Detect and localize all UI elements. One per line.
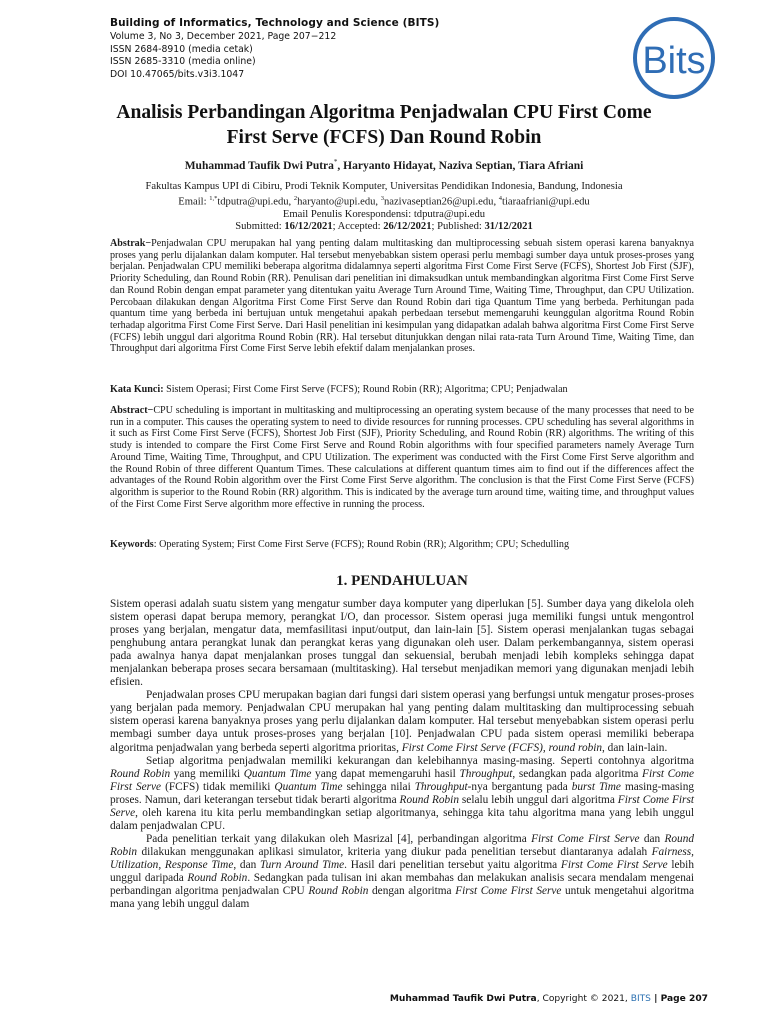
email-label: Email: — [178, 196, 210, 208]
paragraph-2: Penjadwalan proses CPU merupakan bagian dari fungsi dari sistem operasi yang berfungsi untuk mengatur proses-proses yang berjalan pada memory. Penjadwalan CPU merupakan hal yang penting dalam multitasking dan multiprocessing sebuah sistem operasi karena banyaknya proses yang perlu dijalankan dalam komputer. Hal tersebut menyebabkan sistem operasi perlu membagi sumber daya untuk proses-proses yang berjalan [10]. Penjadwalan CPU pada sistem operasi memiliki beberapa algoritma penjadwalan yang berbeda seperti algoritma prioritas, First Come First Serve (FCFS), round robin, dan lain-lain. — [110, 689, 694, 754]
published-label: ; Published: — [431, 221, 485, 233]
email-sup-3: 3 — [380, 195, 384, 203]
issn-online: ISSN 2685-3310 (media online) — [110, 56, 256, 68]
paragraph-1: Sistem operasi adalah suatu sistem yang mengatur sumber daya komputer yang diperlukan [5]. Sumber daya yang dikelola oleh sistem operasi dapat berupa memory, perangkat I/O, dan processor. Sistem operasi juga memiliki fungsi untuk mengontrol proses yang berjalan, mengatur data, memfasilitasi input/output, dan lain-lain [5]. Sistem operasi menjalankan tugas sebagai penghubung antara perangkat lunak dan perangkat keras yang digunakan oleh user. Dalam perkembangannya, sistem operasi pada awalnya hanya dapat menjalankan proses tunggal dan sekuensial, berubah menjadi lebih kompleks sehingga dapat menjalankan beberapa proses secara bersamaan (multitasking). Hal tersebut menjadikan memori yang digunakan menjadi lebih efisien. — [110, 598, 694, 689]
email-2[interactable]: haryanto@upi.edu, — [297, 196, 381, 208]
journal-volume: Volume 3, No 3, December 2021, Page 207−212 — [110, 31, 337, 42]
kata-kunci-label: Kata Kunci: — [110, 384, 167, 395]
email-4[interactable]: tiaraafriani@upi.edu — [502, 196, 590, 208]
paragraph-3: Setiap algoritma penjadwalan memiliki kekurangan dan kelebihannya masing-masing. Seperti contohnya algoritma Round Robin yang memiliki Quantum Time yang dapat memengaruhi hasil Throughput, sedangkan pada algoritma First Come First Serve (FCFS) tidak memiliki Quantum Time sehingga nilai Throughput-nya bergantung pada burst Time masing-masing proses. Namun, dari keterangan tersebut tidak berarti algoritma Round Robin selalu lebih unggul dari algoritma First Come First Serve, oleh karena itu kita perlu membandingkan setiap algoritmanya, sehingga kita tahu algoritma mana yang lebih unggul dalam penjadwalan CPU. — [110, 754, 695, 832]
affiliation — [90, 181, 678, 234]
section-heading-pendahuluan: 1. PENDAHULUAN — [336, 573, 468, 589]
other-authors: , Haryanto Hidayat, Naziva Septian, Tiara Afriani — [337, 159, 584, 172]
correspondence-email: Email Penulis Korespondensi: tdputra@upi.edu — [282, 209, 486, 221]
kata-kunci-text: Sistem Operasi; First Come First Serve (FCFS); Round Robin (RR); Algoritma; CPU; Penjadwalan — [166, 384, 568, 395]
keywords-text: : Operating System; First Come First Serve (FCFS); Round Robin (RR); Algorithm; CPU; Schedulling — [153, 539, 570, 550]
page-footer — [300, 994, 708, 1004]
paragraph-4: Pada penelitian terkait yang dilakukan oleh Masrizal [4], perbandingan algoritma First Come First Serve dan Round Robin dilakukan menggunakan aplikasi simulator, kriteria yang diukur pada penelitian tersebut diantaranya adalah Fairness, Utilization, Response Time, dan Turn Around Time. Hasil dari penelitian tersebut yaitu algoritma First Come First Serve lebih unggul daripada Round Robin. Sedangkan pada tulisan ini akan membahas dan melakukan analisis secara mendalam mengenai perbandingan algoritma penjadwalan CPU Round Robin dengan algoritma First Come First Serve untuk mengetahui algoritma mana yang lebih unggul dalam — [110, 832, 694, 911]
email-sup-4: 4 — [498, 195, 502, 203]
footer-author: Muhammad Taufik Dwi Putra — [389, 994, 537, 1004]
paper-title: Analisis Perbandingan Algoritma Penjadwalan CPU First Come First Serve (FCFS) Dan Round Robin — [116, 102, 652, 148]
keywords-label: Keywords — [110, 539, 154, 550]
corresponding-mark: * — [333, 158, 338, 166]
submitted-date: 16/12/2021 — [284, 221, 333, 233]
email-3[interactable]: nazivaseptian26@upi.edu, — [383, 196, 499, 208]
journal-name: Building of Informatics, Technology and Science (BITS) — [110, 17, 440, 29]
abstract-label: Abstract− — [110, 405, 154, 416]
keywords — [110, 539, 694, 551]
accepted-label: ; Accepted: — [332, 221, 384, 233]
doi: DOI 10.47065/bits.v3i3.1047 — [110, 68, 245, 80]
author-list — [90, 158, 678, 172]
email-line — [90, 193, 678, 209]
accepted-date: 26/12/2021 — [383, 221, 432, 233]
abstrak-text: Penjadwalan CPU merupakan hal yang penting dalam multitasking dan multiprocessing sebuah sistem operasi karena banyaknya proses yang perlu dijalankan dalam komputer. Hal tersebut menyebabkan sistem operasi perlu membagi sumber daya untuk proses-proses yang berjalan. Penjadwalan CPU memiliki beberapa algoritma didalamnya seperti algoritma First Come First Serve (FCFS), Shortest Job First (SJF), Priority Scheduling, dan Round Robin (RR). Penulisan dari penelitian ini dimaksudkan untuk membandingkan algoritma First Come First Serve dan Round Robin dengan empat parameter yang ditentukan yaitu Average Turn Around Time, Waiting Time, Throughput, dan CPU Utilization. Percobaan dilakukan dengan Algoritma First Come First Serve dan Round Robin dari tiga Quantum Time yang berbeda. Perhitungan pada quantum time yang berbeda ini bertujuan untuk mengetahui apakah perbedaan tersebut memengaruhi keunggulan algoritma Round Robin terhadap algoritma First Come First Serve. Dari Hasil penelitian ini kesimpulan yang didapatkan adalah bahwa algoritma First Come First Serve (FCFS) lebih unggul dari algoritma Round Robin (RR). Hal tersebut ditunjukkan dengan nilai rata-rata Turn Around Time, Waiting Time, dan Throughput dari algoritma First Come First Serve lebih efektif dalam menjalankan proses. — [110, 238, 694, 355]
footer-page-number: | Page 207 — [650, 994, 708, 1004]
kata-kunci — [110, 384, 694, 396]
email-1[interactable]: tdputra@upi.edu, — [217, 196, 294, 208]
abstract-text: CPU scheduling is important in multitasking and multiprocessing an operating system because of the many processes that need to be run in a computer. This causes the operating system to need to divide resources for running processes. CPU scheduling has several algorithms in it such as First Come First Serve (FCFS), Shortest Job First (SJF), Priority Scheduling, and Round Robin (RR) algorithms. The writing of this study is intended to compare the First Come First Serve and Round Robin algorithms with four specified parameters namely Average Turn Around Time, Waiting Time, Throughput, and CPU Utilization. The experiment was conducted with the First Come First Serve algorithm and the Round Robin of three different Quantum Times. These calculations at different quantum times aim to find out if the differences affect the advantages of the Round Robin algorithm over the First Come First Serve algorithm. The conclusion is that the First Come First Serve (FCFS) algorithm is superior to the Round Robin (RR) algorithm. This is indicated by the average turn around time, waiting time, and throughput values of the First Come First Serve algorithm more effective in running the process. — [110, 405, 694, 510]
logo-text: Bits — [642, 40, 706, 82]
issn-print: ISSN 2684-8910 (media cetak) — [110, 43, 253, 55]
journal-header — [110, 17, 550, 81]
section-body — [110, 598, 694, 911]
abstract-english — [110, 405, 694, 510]
abstrak-label: Abstrak− — [110, 238, 152, 249]
published-date: 31/12/2021 — [484, 221, 533, 233]
journal-meta — [110, 31, 550, 81]
submission-dates — [90, 221, 678, 233]
email-sup-2: 2 — [293, 195, 298, 203]
abstrak-indonesian — [110, 238, 694, 355]
email-sup-1: 1,* — [209, 195, 218, 203]
author-1: Muhammad Taufik Dwi Putra — [184, 159, 334, 172]
footer-copyright: , Copyright © 2021, — [536, 994, 631, 1004]
affiliation-line: Fakultas Kampus UPI di Cibiru, Prodi Teknik Komputer, Universitas Pendidikan Indonesia, Bandung, Indonesia — [145, 181, 623, 192]
footer-journal-link[interactable]: BITS — [630, 994, 651, 1004]
submitted-label: Submitted: — [235, 221, 285, 233]
bits-logo — [632, 16, 716, 100]
